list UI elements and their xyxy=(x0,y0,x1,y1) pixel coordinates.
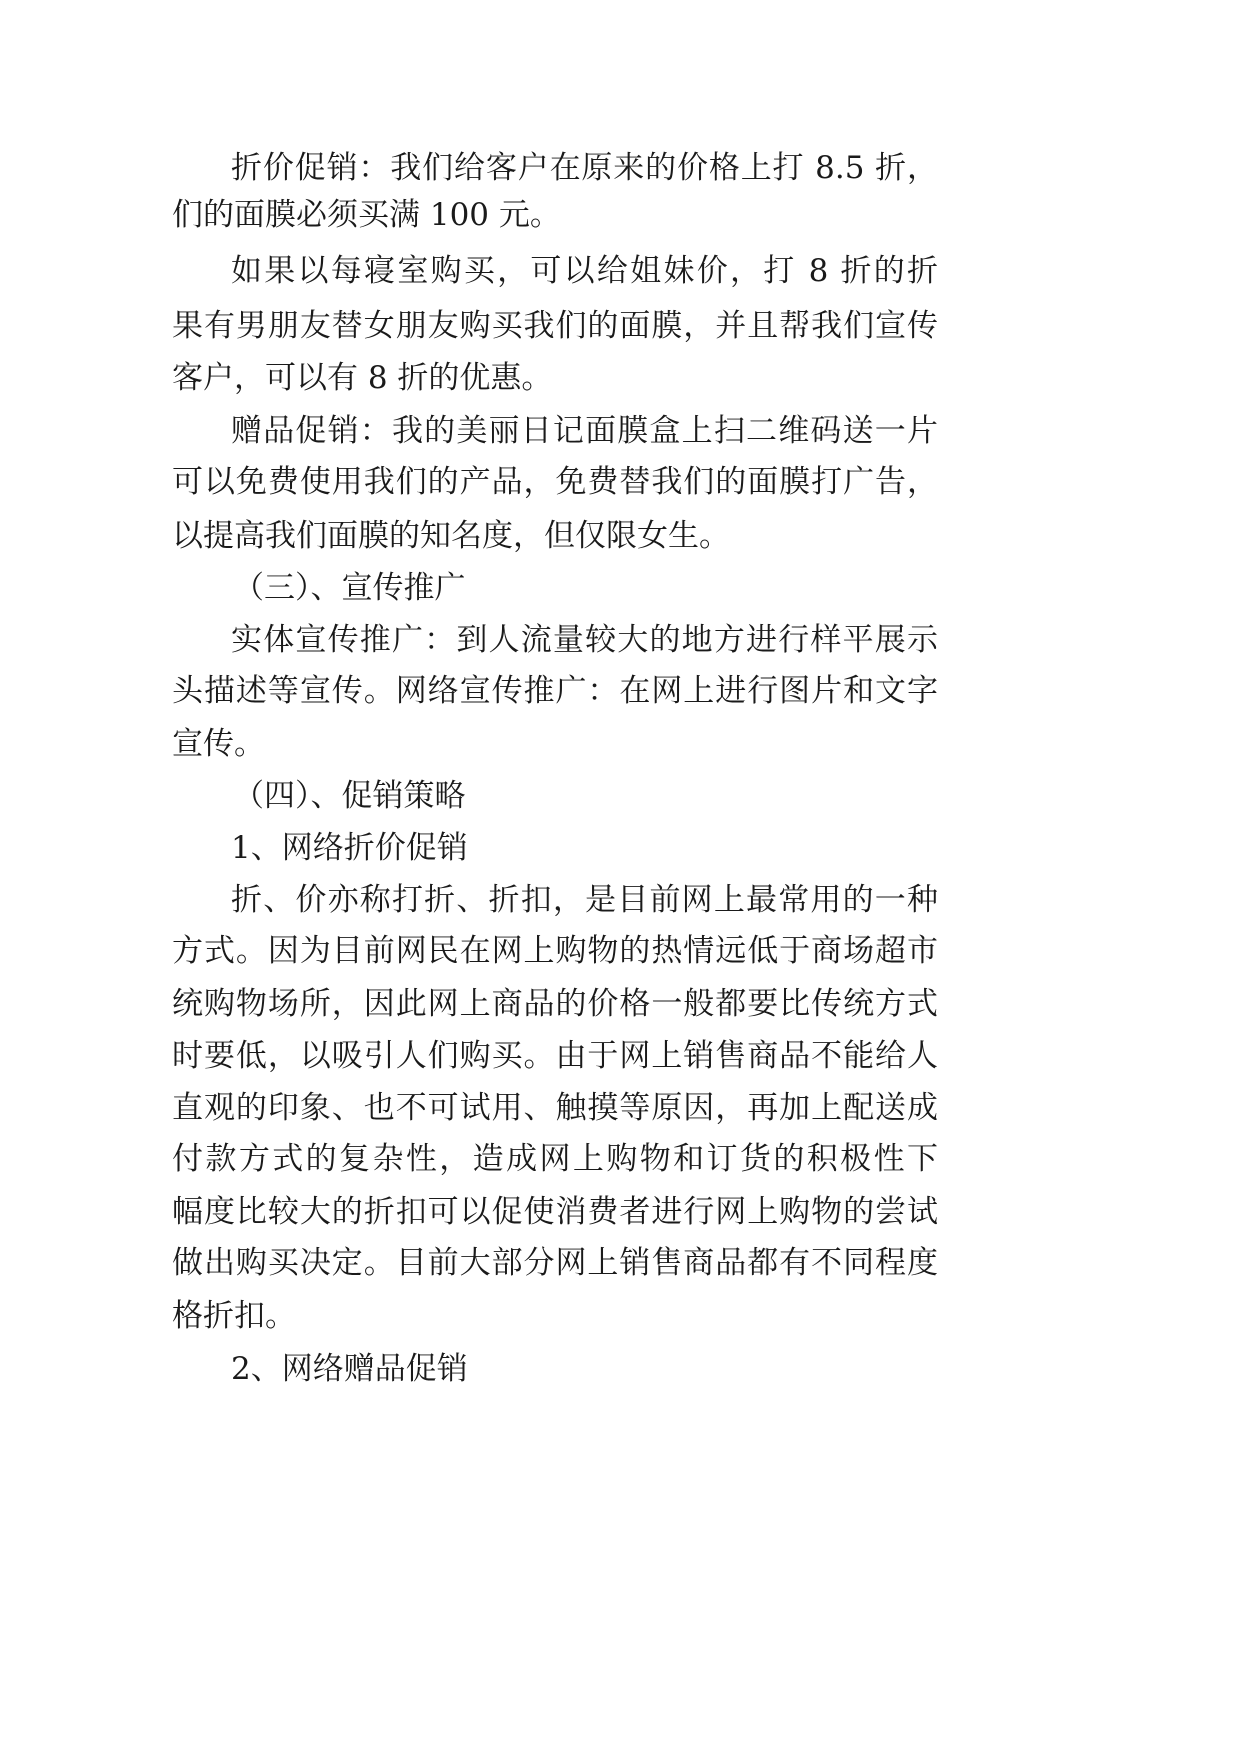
paragraph-line: 统购物场所，因此网上商品的价格一般都要比传统方式 xyxy=(172,986,938,1022)
paragraph-line: 以提高我们面膜的知名度，但仅限女生。 xyxy=(172,518,730,554)
paragraph-line: 头描述等宣传。网络宣传推广：在网上进行图片和文字 xyxy=(172,673,938,709)
paragraph-line: 宣传。 xyxy=(172,726,265,762)
subsection-heading: 2、网络赠品促销 xyxy=(231,1351,468,1387)
paragraph-line: 方式。因为目前网民在网上购物的热情远低于商场超市 xyxy=(172,933,938,969)
paragraph-line: 时要低，以吸引人们购买。由于网上销售商品不能给人 xyxy=(172,1038,938,1074)
paragraph-line: 客户，可以有 8 折的优惠。 xyxy=(172,360,553,396)
paragraph-line: 付款方式的复杂性，造成网上购物和订货的积极性下 xyxy=(172,1141,938,1177)
paragraph-line: 如果以每寝室购买，可以给姐妹价，打 8 折的折 xyxy=(231,253,938,289)
paragraph-line: 幅度比较大的折扣可以促使消费者进行网上购物的尝试 xyxy=(172,1194,938,1230)
subsection-heading: 1、网络折价促销 xyxy=(231,830,468,866)
paragraph-line: 们的面膜必须买满 100 元。 xyxy=(172,197,561,233)
section-heading: （四）、促销策略 xyxy=(233,778,466,814)
paragraph-line: 实体宣传推广：到人流量较大的地方进行样平展示 xyxy=(231,622,938,658)
paragraph-line: 果有男朋友替女朋友购买我们的面膜，并且帮我们宣传 xyxy=(172,308,938,344)
paragraph-line: 直观的印象、也不可试用、触摸等原因，再加上配送成 xyxy=(172,1090,938,1126)
paragraph-line: 可以免费使用我们的产品，免费替我们的面膜打广告， xyxy=(172,464,938,500)
paragraph-line: 赠品促销：我的美丽日记面膜盒上扫二维码送一片 xyxy=(231,413,938,449)
paragraph-line: 折、价亦称打折、折扣，是目前网上最常用的一种 xyxy=(231,882,938,918)
paragraph-line: 做出购买决定。目前大部分网上销售商品都有不同程度 xyxy=(172,1245,938,1281)
section-heading: （三）、宣传推广 xyxy=(233,570,466,606)
paragraph-line: 格折扣。 xyxy=(172,1298,296,1334)
paragraph-line: 折价促销：我们给客户在原来的价格上打 8.5 折， xyxy=(231,150,938,186)
